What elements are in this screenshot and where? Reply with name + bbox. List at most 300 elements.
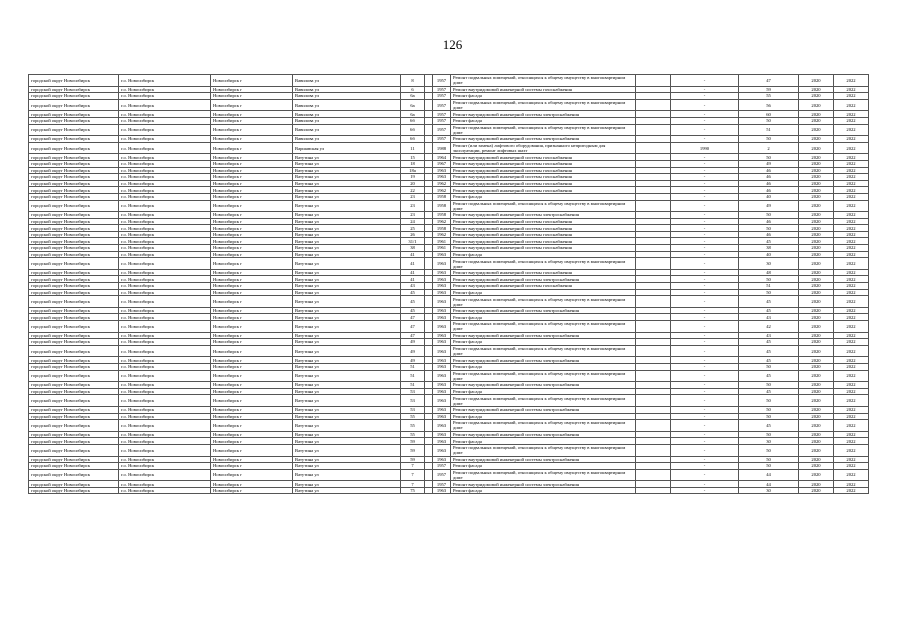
cell-house: 47: [401, 332, 425, 339]
cell-col-blank: [636, 463, 671, 470]
cell-cost: 45: [739, 370, 799, 382]
cell-street: Ватутина ул: [293, 431, 401, 438]
cell-building: [425, 438, 433, 445]
cell-street: Ватутина ул: [293, 258, 401, 270]
cell-col-blank: [636, 187, 671, 194]
cell-year-to: 2022: [834, 413, 869, 420]
cell-building: [425, 238, 433, 245]
cell-house: 41: [401, 251, 425, 258]
cell-col-blank: [636, 370, 671, 382]
cell-cost: 50: [739, 395, 799, 407]
cell-year-to: 2022: [834, 444, 869, 456]
cell-year-built: 1963: [433, 307, 451, 314]
cell-year-extra: -: [671, 289, 739, 296]
cell-col-blank: [636, 200, 671, 212]
cell-district: г.о. Новосибирск: [119, 75, 211, 87]
cell-year-to: 2022: [834, 307, 869, 314]
cell-year-to: 2022: [834, 431, 869, 438]
cell-street: Ватутина ул: [293, 481, 401, 488]
cell-cost: 59: [739, 86, 799, 93]
cell-year-built: 1964: [433, 154, 451, 161]
cell-municipality: городской округ Новосибирск: [29, 469, 119, 481]
cell-house: 45: [401, 307, 425, 314]
cell-city: Новосибирск г: [211, 357, 293, 364]
cell-year-from: 2020: [799, 370, 834, 382]
table-row: [29, 314, 869, 321]
cell-col-blank: [636, 174, 671, 181]
table-row: [29, 142, 869, 154]
cell-municipality: городской округ Новосибирск: [29, 289, 119, 296]
cell-city: Новосибирск г: [211, 193, 293, 200]
cell-street: Ватутина ул: [293, 463, 401, 470]
cell-col-blank: [636, 487, 671, 494]
cell-cost: 46: [739, 231, 799, 238]
cell-house: 11: [401, 142, 425, 154]
cell-year-built: 1957: [433, 117, 451, 124]
cell-district: г.о. Новосибирск: [119, 382, 211, 389]
cell-house: 19: [401, 174, 425, 181]
cell-house: 43: [401, 283, 425, 290]
cell-house: 49: [401, 345, 425, 357]
cell-year-from: 2020: [799, 93, 834, 100]
cell-city: Новосибирск г: [211, 136, 293, 143]
cell-year-from: 2020: [799, 283, 834, 290]
cell-city: Новосибирск г: [211, 339, 293, 346]
cell-year-to: 2022: [834, 296, 869, 308]
cell-district: г.о. Новосибирск: [119, 142, 211, 154]
table-row: [29, 218, 869, 225]
table-row: [29, 357, 869, 364]
cell-work-type: Ремонт подвальных помещений, относящихся к общему имуществу в многоквартирном доме: [451, 124, 636, 136]
cell-building: [425, 487, 433, 494]
cell-cost: 50: [739, 363, 799, 370]
cell-year-to: 2022: [834, 269, 869, 276]
cell-district: г.о. Новосибирск: [119, 117, 211, 124]
cell-year-built: 1957: [433, 111, 451, 118]
cell-year-extra: -: [671, 86, 739, 93]
cell-building: [425, 276, 433, 283]
cell-year-from: 2020: [799, 212, 834, 219]
cell-municipality: городской округ Новосибирск: [29, 258, 119, 270]
cell-municipality: городской округ Новосибирск: [29, 200, 119, 212]
cell-district: г.о. Новосибирск: [119, 339, 211, 346]
cell-work-type: Ремонт внутридомовой инженерной системы газоснабжения: [451, 187, 636, 194]
cell-city: Новосибирск г: [211, 200, 293, 212]
cell-building: [425, 332, 433, 339]
cell-year-extra: -: [671, 269, 739, 276]
cell-year-to: 2022: [834, 238, 869, 245]
table-row: [29, 180, 869, 187]
cell-street: Ватутина ул: [293, 200, 401, 212]
cell-col-blank: [636, 160, 671, 167]
cell-city: Новосибирск г: [211, 245, 293, 252]
cell-col-blank: [636, 420, 671, 432]
cell-year-extra: -: [671, 307, 739, 314]
cell-house: 59: [401, 456, 425, 463]
cell-year-from: 2020: [799, 124, 834, 136]
cell-col-blank: [636, 142, 671, 154]
cell-work-type: Ремонт внутридомовой инженерной системы газоснабжения: [451, 218, 636, 225]
cell-municipality: городской округ Новосибирск: [29, 142, 119, 154]
table-row: [29, 413, 869, 420]
cell-street: Ватутина ул: [293, 296, 401, 308]
cell-city: Новосибирск г: [211, 481, 293, 488]
cell-street: Ватутина ул: [293, 388, 401, 395]
cell-building: [425, 93, 433, 100]
cell-year-from: 2020: [799, 200, 834, 212]
cell-city: Новосибирск г: [211, 258, 293, 270]
cell-house: 75: [401, 487, 425, 494]
cell-cost: 44: [739, 469, 799, 481]
cell-work-type: Ремонт подвальных помещений, относящихся к общему имуществу в многоквартирном доме: [451, 75, 636, 87]
cell-year-extra: -: [671, 382, 739, 389]
cell-cost: 46: [739, 180, 799, 187]
cell-year-to: 2022: [834, 314, 869, 321]
cell-municipality: городской округ Новосибирск: [29, 395, 119, 407]
cell-municipality: городской округ Новосибирск: [29, 363, 119, 370]
cell-year-built: 1963: [433, 276, 451, 283]
cell-year-from: 2020: [799, 154, 834, 161]
cell-work-type: Ремонт внутридомовой инженерной системы электроснабжения: [451, 382, 636, 389]
cell-year-extra: -: [671, 463, 739, 470]
cell-work-type: Ремонт внутридомовой инженерной системы электроснабжения: [451, 307, 636, 314]
cell-building: [425, 193, 433, 200]
table-row: [29, 200, 869, 212]
cell-year-to: 2022: [834, 218, 869, 225]
cell-building: [425, 124, 433, 136]
cell-year-from: 2020: [799, 420, 834, 432]
table-row: [29, 456, 869, 463]
cell-year-extra: -: [671, 339, 739, 346]
cell-street: Ватутина ул: [293, 251, 401, 258]
cell-year-built: 1963: [433, 382, 451, 389]
cell-building: [425, 444, 433, 456]
cell-building: [425, 395, 433, 407]
cell-district: г.о. Новосибирск: [119, 395, 211, 407]
table-row: [29, 75, 869, 87]
cell-building: [425, 283, 433, 290]
cell-year-to: 2022: [834, 142, 869, 154]
cell-work-type: Ремонт внутридомовой инженерной системы газоснабжения: [451, 269, 636, 276]
cell-cost: 46: [739, 167, 799, 174]
cell-city: Новосибирск г: [211, 370, 293, 382]
cell-district: г.о. Новосибирск: [119, 193, 211, 200]
cell-district: г.о. Новосибирск: [119, 406, 211, 413]
table-row: [29, 258, 869, 270]
cell-street: Ватутина ул: [293, 218, 401, 225]
cell-work-type: Ремонт подвальных помещений, относящихся к общему имуществу в многоквартирном доме: [451, 395, 636, 407]
cell-year-extra: -: [671, 276, 739, 283]
cell-col-blank: [636, 382, 671, 389]
cell-house: 15: [401, 154, 425, 161]
cell-year-built: 1962: [433, 231, 451, 238]
cell-district: г.о. Новосибирск: [119, 160, 211, 167]
cell-work-type: Ремонт фасада: [451, 438, 636, 445]
cell-building: [425, 99, 433, 111]
cell-building: [425, 200, 433, 212]
cell-col-blank: [636, 99, 671, 111]
cell-year-to: 2022: [834, 251, 869, 258]
cell-municipality: городской округ Новосибирск: [29, 251, 119, 258]
cell-col-blank: [636, 154, 671, 161]
cell-work-type: Ремонт внутридомовой инженерной системы газоснабжения: [451, 245, 636, 252]
table-row: [29, 487, 869, 494]
cell-cost: 50: [739, 456, 799, 463]
cell-street: Вавилова ул: [293, 117, 401, 124]
cell-year-built: 1957: [433, 481, 451, 488]
cell-municipality: городской округ Новосибирск: [29, 225, 119, 232]
cell-cost: 45: [739, 238, 799, 245]
cell-cost: 56: [739, 99, 799, 111]
cell-year-from: 2020: [799, 245, 834, 252]
cell-year-from: 2020: [799, 395, 834, 407]
cell-city: Новосибирск г: [211, 218, 293, 225]
cell-work-type: Ремонт фасада: [451, 251, 636, 258]
cell-house: 55: [401, 431, 425, 438]
cell-street: Вавилова ул: [293, 99, 401, 111]
cell-year-built: 1963: [433, 431, 451, 438]
cell-municipality: городской округ Новосибирск: [29, 117, 119, 124]
cell-col-blank: [636, 283, 671, 290]
cell-year-extra: -: [671, 469, 739, 481]
cell-building: [425, 251, 433, 258]
cell-year-built: 1963: [433, 289, 451, 296]
cell-house: 7: [401, 463, 425, 470]
cell-cost: 46: [739, 218, 799, 225]
cell-city: Новосибирск г: [211, 238, 293, 245]
cell-building: [425, 154, 433, 161]
cell-district: г.о. Новосибирск: [119, 180, 211, 187]
cell-district: г.о. Новосибирск: [119, 481, 211, 488]
cell-cost: 30: [739, 258, 799, 270]
cell-year-extra: -: [671, 481, 739, 488]
cell-city: Новосибирск г: [211, 174, 293, 181]
cell-year-from: 2020: [799, 99, 834, 111]
cell-house: 25: [401, 225, 425, 232]
cell-street: Ватутина ул: [293, 357, 401, 364]
cell-building: [425, 406, 433, 413]
table-row: [29, 332, 869, 339]
cell-city: Новосибирск г: [211, 438, 293, 445]
cell-municipality: городской округ Новосибирск: [29, 345, 119, 357]
cell-year-built: 1963: [433, 413, 451, 420]
cell-municipality: городской округ Новосибирск: [29, 481, 119, 488]
cell-district: г.о. Новосибирск: [119, 321, 211, 333]
cell-municipality: городской округ Новосибирск: [29, 339, 119, 346]
cell-cost: 50: [739, 406, 799, 413]
cell-year-extra: -: [671, 218, 739, 225]
cell-year-to: 2022: [834, 154, 869, 161]
cell-cost: 60: [739, 111, 799, 118]
cell-work-type: Ремонт фасада: [451, 193, 636, 200]
cell-year-built: 1961: [433, 245, 451, 252]
table-row: [29, 251, 869, 258]
cell-city: Новосибирск г: [211, 283, 293, 290]
cell-district: г.о. Новосибирск: [119, 388, 211, 395]
cell-cost: 43: [739, 332, 799, 339]
cell-cost: 48: [739, 269, 799, 276]
table-row: [29, 438, 869, 445]
cell-street: Ватутина ул: [293, 212, 401, 219]
cell-year-from: 2020: [799, 345, 834, 357]
cell-house: 59: [401, 444, 425, 456]
cell-year-extra: -: [671, 187, 739, 194]
cell-year-extra: -: [671, 200, 739, 212]
table-row: [29, 111, 869, 118]
cell-house: 53: [401, 388, 425, 395]
table-row: [29, 238, 869, 245]
cell-year-to: 2022: [834, 481, 869, 488]
cell-city: Новосибирск г: [211, 289, 293, 296]
cell-cost: 45: [739, 420, 799, 432]
cell-city: Новосибирск г: [211, 395, 293, 407]
cell-street: Вавилова ул: [293, 86, 401, 93]
cell-city: Новосибирск г: [211, 382, 293, 389]
cell-municipality: городской округ Новосибирск: [29, 86, 119, 93]
cell-municipality: городской округ Новосибирск: [29, 187, 119, 194]
cell-house: 38: [401, 245, 425, 252]
cell-house: 53: [401, 395, 425, 407]
cell-year-from: 2020: [799, 481, 834, 488]
cell-street: Ватутина ул: [293, 487, 401, 494]
cell-city: Новосибирск г: [211, 212, 293, 219]
cell-year-extra: -: [671, 363, 739, 370]
cell-year-built: 1963: [433, 283, 451, 290]
cell-street: Ватутина ул: [293, 413, 401, 420]
repair-program-table: [28, 74, 869, 494]
cell-col-blank: [636, 124, 671, 136]
cell-year-built: 1958: [433, 200, 451, 212]
cell-district: г.о. Новосибирск: [119, 225, 211, 232]
cell-city: Новосибирск г: [211, 456, 293, 463]
cell-year-extra: -: [671, 117, 739, 124]
cell-city: Новосибирск г: [211, 463, 293, 470]
cell-house: 51: [401, 382, 425, 389]
cell-municipality: городской округ Новосибирск: [29, 388, 119, 395]
cell-year-from: 2020: [799, 75, 834, 87]
table-row: [29, 160, 869, 167]
cell-district: г.о. Новосибирск: [119, 93, 211, 100]
cell-house: 7: [401, 481, 425, 488]
cell-municipality: городской округ Новосибирск: [29, 167, 119, 174]
cell-district: г.о. Новосибирск: [119, 431, 211, 438]
cell-year-extra: -: [671, 180, 739, 187]
cell-year-to: 2022: [834, 225, 869, 232]
cell-cost: 47: [739, 75, 799, 87]
cell-year-from: 2020: [799, 258, 834, 270]
cell-col-blank: [636, 193, 671, 200]
cell-year-to: 2022: [834, 167, 869, 174]
cell-year-from: 2020: [799, 187, 834, 194]
cell-col-blank: [636, 111, 671, 118]
cell-cost: 50: [739, 431, 799, 438]
cell-cost: 50: [739, 136, 799, 143]
cell-col-blank: [636, 289, 671, 296]
cell-building: [425, 481, 433, 488]
cell-year-extra: -: [671, 193, 739, 200]
cell-year-built: 1957: [433, 463, 451, 470]
cell-district: г.о. Новосибирск: [119, 276, 211, 283]
cell-cost: 38: [739, 245, 799, 252]
cell-col-blank: [636, 431, 671, 438]
table-body: [29, 75, 869, 494]
cell-house: 45: [401, 289, 425, 296]
cell-year-extra: -: [671, 357, 739, 364]
cell-municipality: городской округ Новосибирск: [29, 406, 119, 413]
cell-building: [425, 75, 433, 87]
table-row: [29, 245, 869, 252]
cell-building: [425, 370, 433, 382]
cell-street: Ватутина ул: [293, 314, 401, 321]
cell-year-to: 2022: [834, 357, 869, 364]
cell-street: Ватутина ул: [293, 456, 401, 463]
cell-year-built: 1957: [433, 99, 451, 111]
cell-col-blank: [636, 345, 671, 357]
table-row: [29, 444, 869, 456]
cell-year-to: 2022: [834, 339, 869, 346]
cell-work-type: Ремонт внутридомовой инженерной системы газоснабжения: [451, 86, 636, 93]
cell-work-type: Ремонт внутридомовой инженерной системы газоснабжения: [451, 167, 636, 174]
cell-year-from: 2020: [799, 225, 834, 232]
cell-cost: 51: [739, 124, 799, 136]
table-row: [29, 136, 869, 143]
table-row: [29, 339, 869, 346]
cell-year-to: 2022: [834, 174, 869, 181]
cell-municipality: городской округ Новосибирск: [29, 357, 119, 364]
cell-year-to: 2022: [834, 332, 869, 339]
table-row: [29, 187, 869, 194]
cell-col-blank: [636, 258, 671, 270]
cell-year-from: 2020: [799, 406, 834, 413]
cell-municipality: городской округ Новосибирск: [29, 431, 119, 438]
cell-year-from: 2020: [799, 332, 834, 339]
cell-year-built: 1963: [433, 395, 451, 407]
cell-col-blank: [636, 469, 671, 481]
table-row: [29, 469, 869, 481]
cell-building: [425, 463, 433, 470]
cell-city: Новосибирск г: [211, 276, 293, 283]
cell-municipality: городской округ Новосибирск: [29, 463, 119, 470]
cell-year-to: 2022: [834, 420, 869, 432]
cell-year-from: 2020: [799, 86, 834, 93]
cell-year-to: 2022: [834, 363, 869, 370]
cell-building: [425, 321, 433, 333]
cell-municipality: городской округ Новосибирск: [29, 444, 119, 456]
cell-municipality: городской округ Новосибирск: [29, 370, 119, 382]
cell-work-type: Ремонт подвальных помещений, относящихся к общему имуществу в многоквартирном доме: [451, 444, 636, 456]
cell-col-blank: [636, 357, 671, 364]
cell-work-type: Ремонт фасада: [451, 93, 636, 100]
cell-year-extra: 1990: [671, 142, 739, 154]
cell-city: Новосибирск г: [211, 75, 293, 87]
cell-work-type: Ремонт подвальных помещений, относящихся к общему имуществу в многоквартирном доме: [451, 321, 636, 333]
cell-col-blank: [636, 276, 671, 283]
cell-year-to: 2022: [834, 370, 869, 382]
cell-district: г.о. Новосибирск: [119, 231, 211, 238]
table-row: [29, 117, 869, 124]
cell-year-from: 2020: [799, 307, 834, 314]
cell-district: г.о. Новосибирск: [119, 283, 211, 290]
cell-year-built: 1963: [433, 339, 451, 346]
cell-city: Новосибирск г: [211, 251, 293, 258]
cell-work-type: Ремонт внутридомовой инженерной системы газоснабжения: [451, 174, 636, 181]
cell-year-extra: -: [671, 160, 739, 167]
cell-year-from: 2020: [799, 238, 834, 245]
cell-col-blank: [636, 444, 671, 456]
cell-year-extra: -: [671, 75, 739, 87]
cell-col-blank: [636, 413, 671, 420]
cell-year-extra: -: [671, 283, 739, 290]
